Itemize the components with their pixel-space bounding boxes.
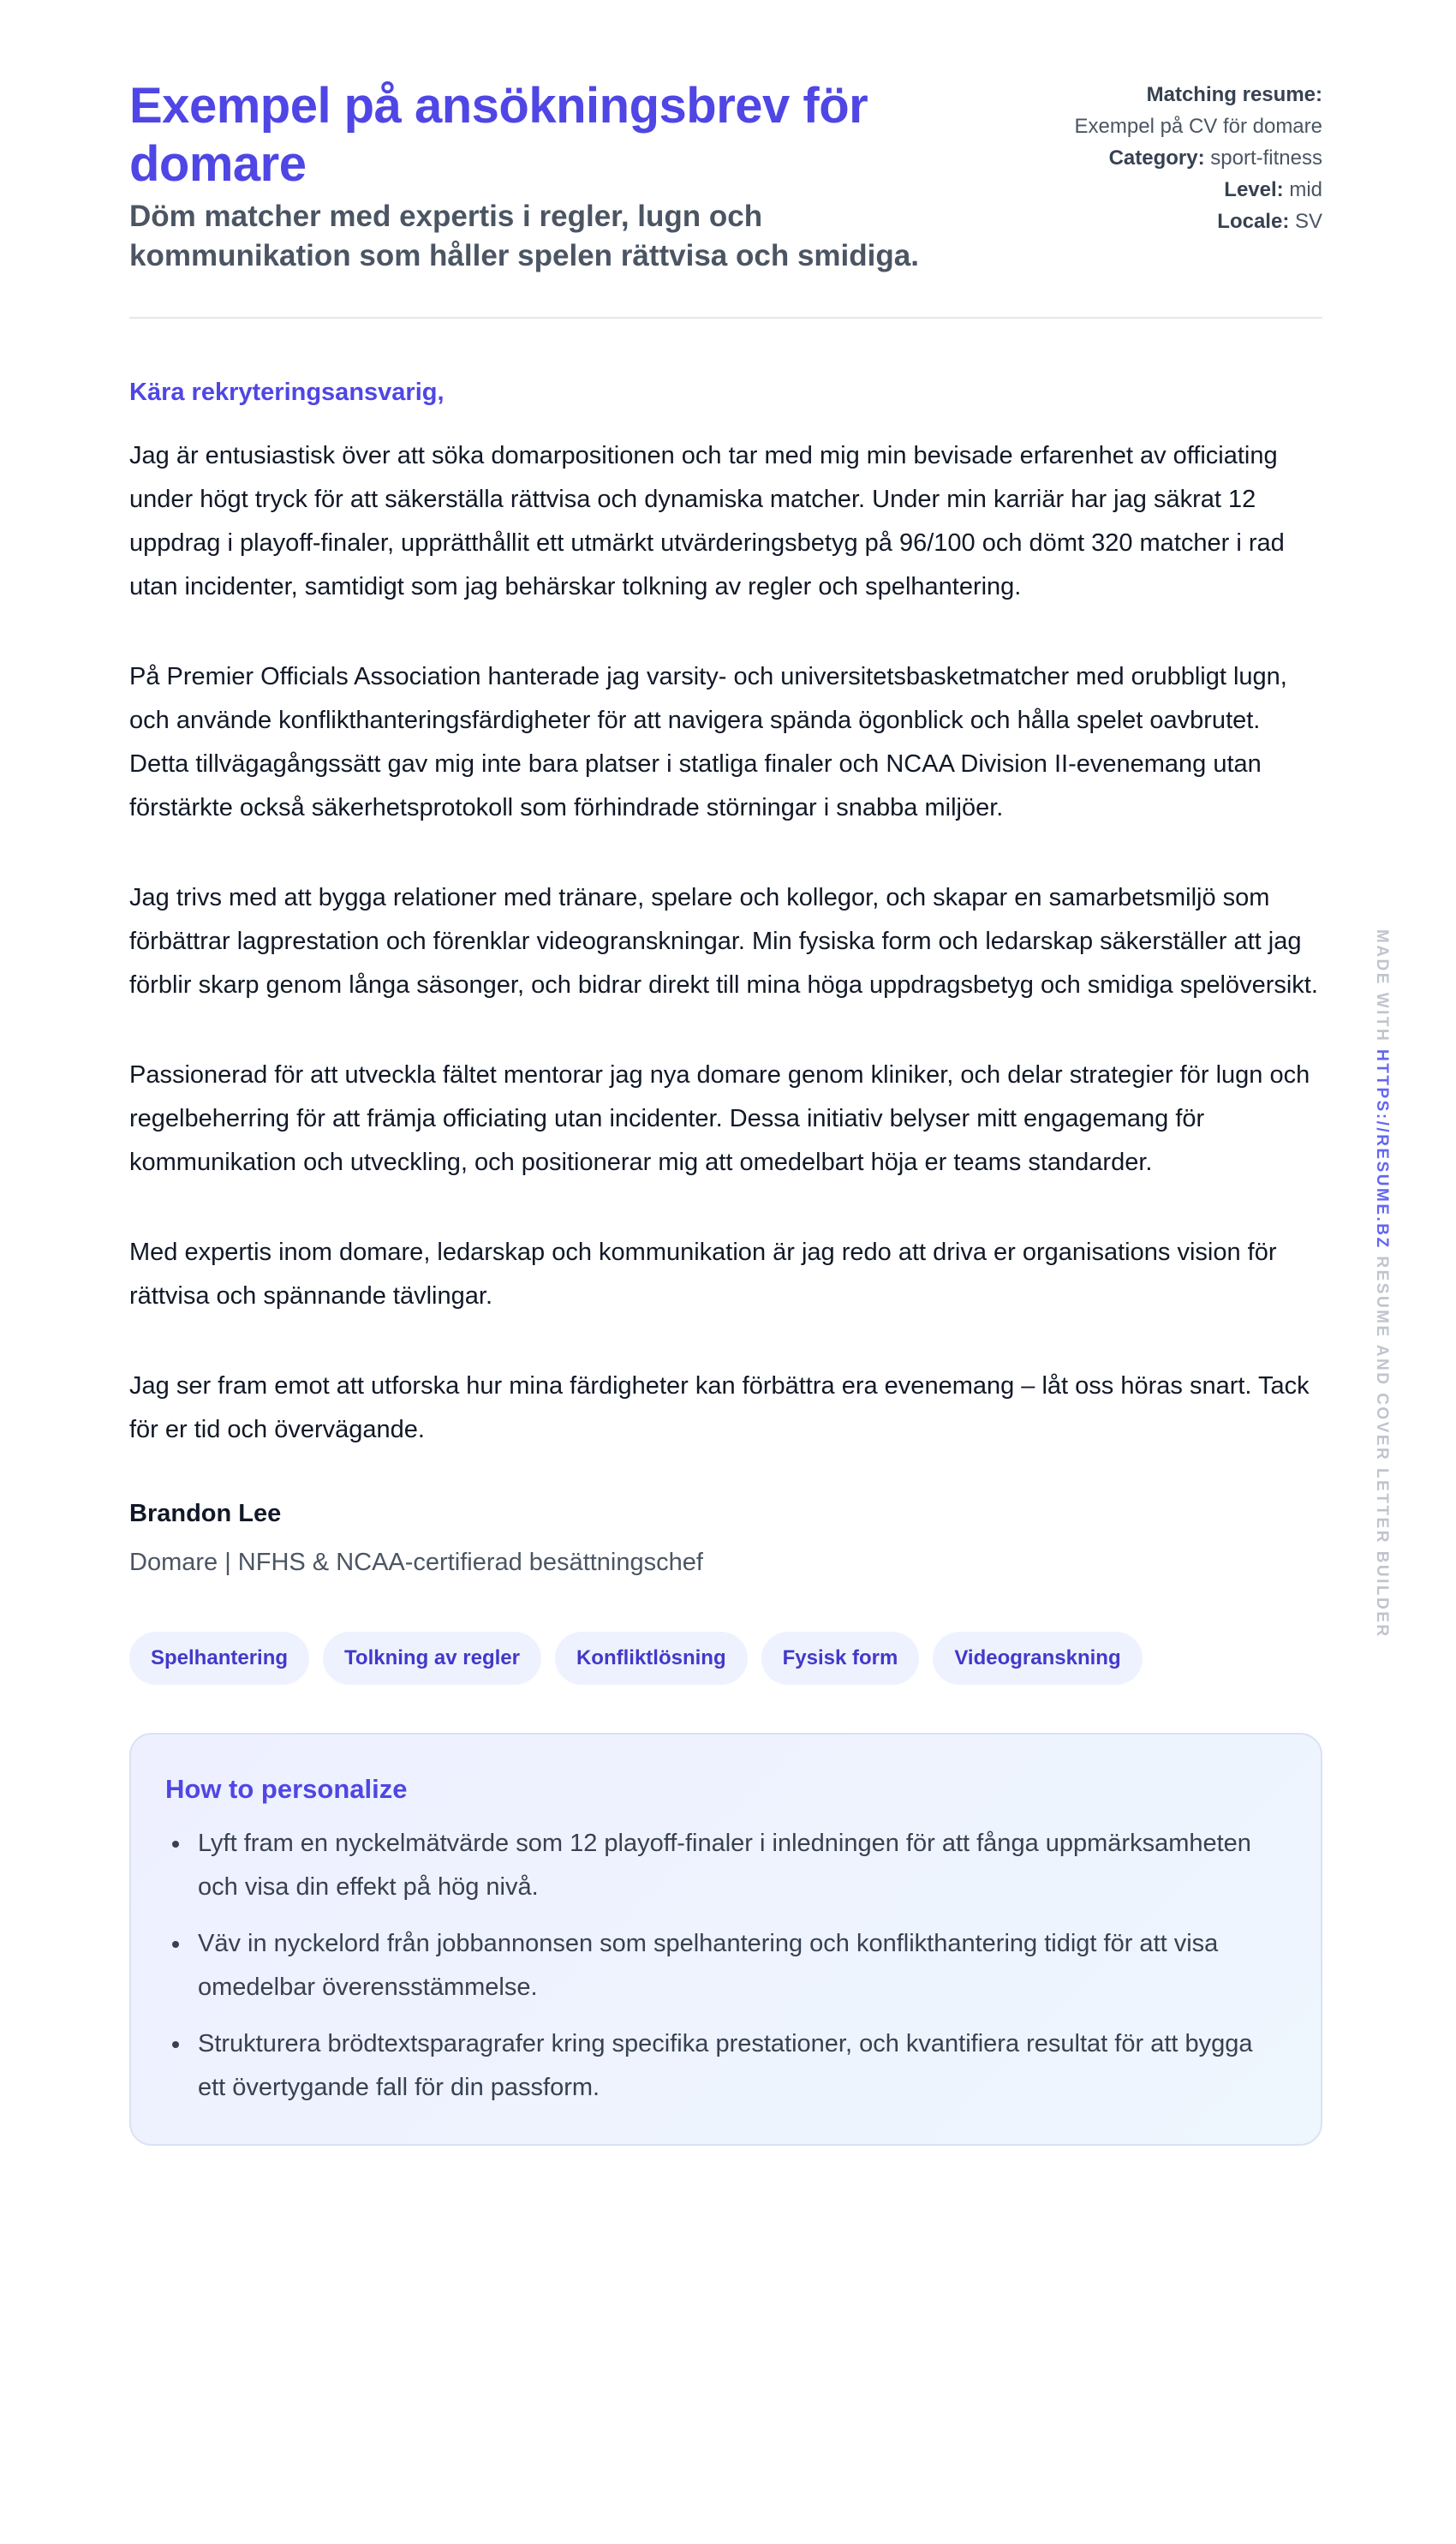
watermark-vertical <box>1372 929 1391 1639</box>
page-subtitle: Döm matcher med expertis i regler, lugn och kommunikation som håller spelen rättvisa och smidiga. <box>129 200 919 272</box>
header <box>129 77 1322 319</box>
meta-matching-resume-value: Exempel på CV för domare <box>1074 115 1322 138</box>
watermark-suffix: RESUME AND COVER LETTER BUILDER <box>1373 1256 1391 1639</box>
signature-name: Brandon Lee <box>129 1500 282 1527</box>
skill-tag: Konfliktlösning <box>555 1632 748 1685</box>
skill-tag: Tolkning av regler <box>323 1632 541 1685</box>
tips-title: How to personalize <box>165 1774 408 1804</box>
tip-item: Strukturera brödtextsparagrafer kring specifika prestationer, och kvantifiera resultat för att bygga ett övertygande fall för din passform. <box>165 2022 1286 2110</box>
letter-paragraph: Jag ser fram emot att utforska hur mina färdigheter kan förbättra era evenemang – låt oss höras snart. Tack för er tid och övervägande. <box>129 1372 1310 1443</box>
letter-greeting: Kära rekryteringsansvarig, <box>129 379 445 406</box>
skill-tag: Fysisk form <box>761 1632 920 1685</box>
signature-title: Domare | NFHS & NCAA-certifierad besättningschef <box>129 1549 703 1576</box>
personalize-tips-box <box>129 1733 1322 2146</box>
letter-paragraph: Jag trivs med att bygga relationer med tränare, spelare och kollegor, och skapar en samarbetsmiljö som förbättrar lagprestation och förenklar videogranskningar. Min fysiska form och ledarskap säkerställer att jag förblir skarp genom långa säsonger, och bidrar direkt till mina höga uppdragsbetyg och smidiga spelöversikt. <box>129 884 1318 999</box>
meta-level: Level: mid <box>1224 178 1322 201</box>
page-title: Exempel på ansökningsbrev för domare <box>129 78 868 192</box>
tip-item: Väv in nyckelord från jobbannonsen som spelhantering och konflikthantering tidigt för att visa omedelbar överensstämmelse. <box>165 1922 1286 2010</box>
skill-tags <box>129 1632 1322 1685</box>
watermark-prefix: MADE WITH <box>1373 929 1391 1043</box>
letter-paragraph: Med expertis inom domare, ledarskap och kommunikation är jag redo att driva er organisations vision för rättvisa och spännande tävlingar. <box>129 1239 1277 1310</box>
tips-list <box>165 1822 1286 2110</box>
watermark-link[interactable]: HTTPS://RESUME.BZ <box>1373 1049 1391 1250</box>
meta-matching-resume-label: Matching resume: <box>1146 83 1322 106</box>
letter-body <box>129 434 1322 1452</box>
letter-paragraph: Passionerad för att utveckla fältet mentorar jag nya domare genom kliniker, och delar strategier för lugn och regelbeherring för att främja officiating utan incidenter. Dessa initiativ belyser mitt engagemang för kommunikation och utveckling, och positionerar mig att omedelbart höja er teams standarder. <box>129 1061 1310 1176</box>
letter-paragraph: På Premier Officials Association hanterade jag varsity- och universitetsbasketmatcher med orubbligt lugn, och använde konflikthanteringsfärdigheter för att navigera spända ögonblick och hålla spelet oavbrutet. Detta tillvägagångssätt gav mig inte bara platser i statliga finaler och NCAA Division II-evenemang utan förstärkte också säkerhetsprotokoll som förhindrade störningar i snabba miljöer. <box>129 663 1287 821</box>
skill-tag: Spelhantering <box>129 1632 309 1685</box>
meta-category: Category: sport-fitness <box>1108 146 1322 170</box>
tip-item: Lyft fram en nyckelmätvärde som 12 playoff-finaler i inledningen för att fånga uppmärksamheten och visa din effekt på hög nivå. <box>165 1822 1286 1909</box>
meta-panel <box>1075 77 1322 237</box>
skill-tag: Videogranskning <box>933 1632 1142 1685</box>
cover-letter-page <box>129 77 1322 2146</box>
meta-locale: Locale: SV <box>1217 210 1322 233</box>
letter-paragraph: Jag är entusiastisk över att söka domarpositionen och tar med mig min bevisade erfarenhet av officiating under högt tryck för att säkerställa rättvisa och dynamiska matcher. Under min karriär har jag säkrat 12 uppdrag i playoff-finaler, upprätthållit ett utmärkt utvärderingsbetyg på 96/100 och dömt 320 matcher i rad utan incidenter, samtidigt som jag behärskar tolkning av regler och spelhantering. <box>129 442 1285 600</box>
header-titles <box>129 77 986 276</box>
